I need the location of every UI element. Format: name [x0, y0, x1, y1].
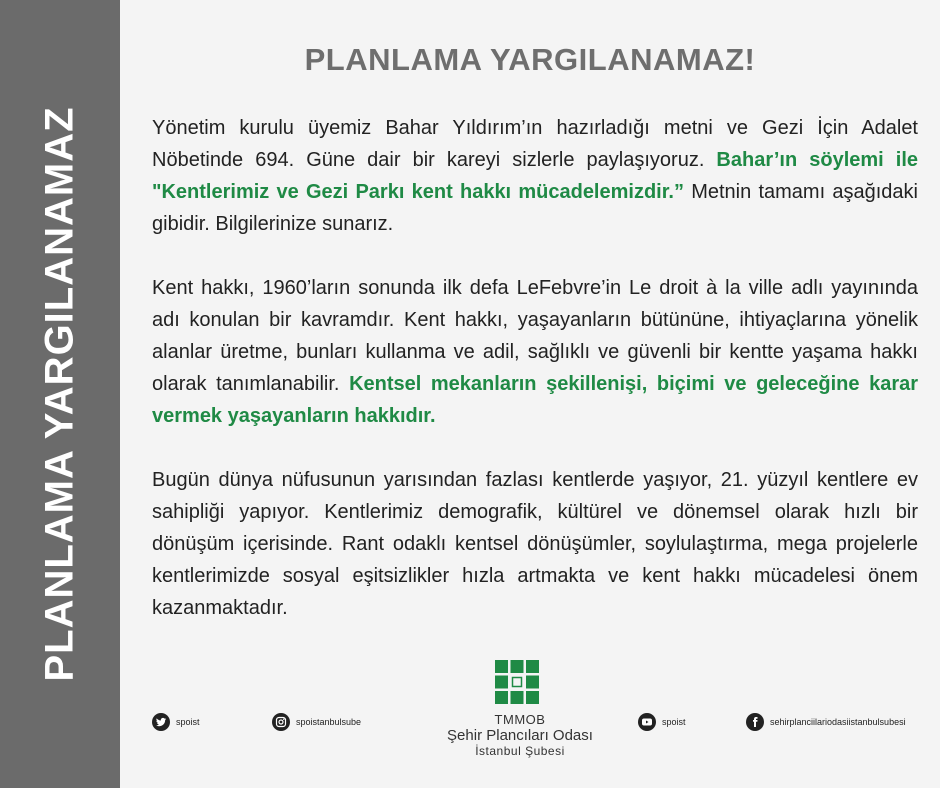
- paragraph-1-end: Metnin tamamı aşağıdaki gibidir. Bilgilerinize sunarız.: [152, 181, 918, 235]
- facebook-handle: sehirplanciilariodasiistanbulsubesi: [770, 717, 906, 727]
- article-body: [152, 112, 918, 656]
- facebook-icon: [746, 713, 764, 731]
- paragraph-2-text: Kent hakkı, 1960’ların sonunda ilk defa LeFebvre’in Le droit à la ville adlı yayınında adı konulan bir kavramdır. Kent hakkı, yaşayanların bütününe, ihtiyaçlarına yönelik alanlar üretme, bunları kullanma ve adil, sağlıklı ve güvenli bir kentte yaşama hakkı olarak tanımlanabilir.: [152, 277, 918, 395]
- social-facebook[interactable]: [746, 713, 906, 731]
- twitter-icon: [152, 713, 170, 731]
- paragraph-3: [152, 464, 918, 624]
- sidebar-title: PLANLAMA YARGILANAMAZ: [37, 106, 82, 682]
- logo-line-3: İstanbul Şubesi: [475, 744, 565, 758]
- logo-line-2: Şehir Plancıları Odası: [447, 727, 593, 744]
- paragraph-2: [152, 272, 918, 432]
- social-twitter[interactable]: [152, 713, 200, 731]
- instagram-icon: [272, 713, 290, 731]
- youtube-handle: spoist: [662, 717, 686, 727]
- youtube-icon: [638, 713, 656, 731]
- paragraph-1-text: Yönetim kurulu üyemiz Bahar Yıldırım’ın hazırladığı metni ve Gezi İçin Adalet Nöbetinde 694. Güne dair bir kareyi sizlerle paylaşıyoruz.: [152, 117, 918, 171]
- paragraph-2-highlight: Kentsel mekanların şekillenişi, biçimi ve geleceğine karar vermek yaşayanların hakkıdır.: [152, 373, 919, 427]
- paragraph-1-highlight: Bahar’ın söylemi ile "Kentlerimiz ve Gezi Parkı kent hakkı mücadelemizdir.”: [152, 149, 918, 203]
- social-youtube[interactable]: [638, 713, 686, 731]
- footer: [120, 650, 940, 788]
- tmmob-logo: [495, 660, 539, 704]
- logo-line-1: TMMOB: [494, 712, 546, 727]
- social-instagram[interactable]: [272, 713, 361, 731]
- paragraph-3-text: Bugün dünya nüfusunun yarısından fazlası kentlerde yaşıyor, 21. yüzyıl kentlere ev sahipliği yapıyor. Kentlerimiz demografik, kültürel ve dönemsel olarak hızlı bir dönüşüm içerisinde. Rant odaklı kentsel dönüşümler, soylulaştırma, mega projelerle kentlerimizde sosyal eşitsizlikler hızla artmakta ve kent hakkı mücadelesi önem kazanmaktadır.: [152, 469, 918, 619]
- twitter-handle: spoist: [176, 717, 200, 727]
- logo-text: [430, 712, 610, 758]
- paragraph-1: [152, 112, 918, 240]
- instagram-handle: spoistanbulsube: [296, 717, 362, 727]
- sidebar: [0, 0, 120, 788]
- page-title: PLANLAMA YARGILANAMAZ!: [304, 42, 756, 77]
